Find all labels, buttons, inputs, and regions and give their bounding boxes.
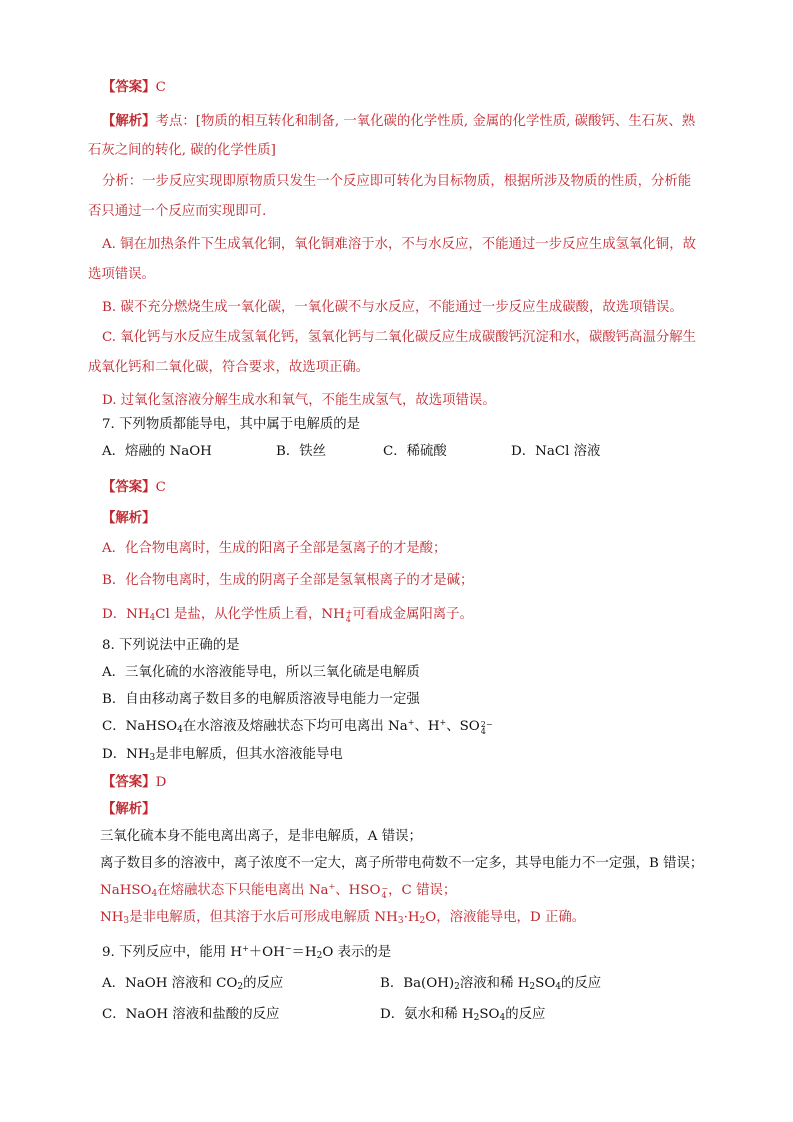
q7-option-d: D．NaCl 溶液 [511,444,601,459]
analysis-text-1: 考点：[物质的相互转化和制备, 一氧化碳的化学性质, 金属的化学性质, 碳酸钙、生石灰、熟 [155,114,696,129]
q8-option-c [102,718,493,736]
text: NaHSO [100,883,152,898]
subscript: 2 [316,951,323,961]
subscript: 2 [237,982,244,992]
q7-option-a: A．熔融的 NaOH [102,444,212,459]
text: 、H [414,719,440,734]
analysis-line-1 [102,112,695,131]
answer-value: D [155,775,167,790]
subscript: 3 [123,916,130,926]
text: 是非电解质，但其溶于水后可形成电解质 NH [129,910,398,925]
q8-explain-2: 离子数目多的溶液中，离子浓度不一定大，离子所带电荷数不一定多，其导电能力不一定强，B 错误； [100,856,704,871]
superscript: + [345,608,353,617]
option-d-line: D. 过氧化氢溶液分解生成水和氧气，不能生成氢气，故选项错误。 [102,393,496,408]
q7-option-b: B．铁丝 [276,444,327,459]
text: O 表示的是 [322,945,392,960]
text: O，溶液能导电，D 正确。 [425,910,586,925]
fenxi-line-2: 否只通过一个反应而实现即可． [88,204,276,219]
text: ＋OH [248,945,285,960]
subscript: 4 [499,1013,506,1023]
q8-option-a: A．三氧化硫的水溶液能导电，所以三氧化硫是电解质 [102,665,420,680]
text: 、HSO [335,883,381,898]
subscript: 2 [473,1013,480,1023]
text: Cl 是盐，从化学性质上看，NH [155,607,345,622]
text: ，C 错误； [388,883,457,898]
superscript: + [242,944,249,953]
text: D．NH [102,747,150,762]
subscript: 4 [149,613,156,623]
text: SO [479,1007,500,1022]
text: 在水溶液及熔融状态下均可电离出 Na [182,719,408,734]
q7-answer-line [102,478,166,497]
text: NH [100,910,124,925]
answer-tag: 【答案】 [102,774,156,790]
q9-option-d [380,1006,545,1024]
option-c-line-2: 成氧化钙和二氧化碳，符合要求，故选项正确。 [88,360,370,375]
text: 的反应 [561,976,602,991]
superscript: − [284,944,292,953]
answer-line-q6 [102,78,166,97]
option-c-line-1: C. 氧化钙与水反应生成氢氧化钙，氢氧化钙与二氧化碳反应生成碳酸钙沉淀和水，碳酸钙高温分解生 [102,330,697,345]
subscript: 3 [397,916,404,926]
option-b-line: B. 碳不充分燃烧生成一氧化碳，一氧化碳不与水反应，不能通过一步反应生成碳酸，故选项错误。 [102,300,683,315]
analysis-tag: 【解析】 [102,113,156,129]
text: SO [535,976,556,991]
q8-answer-line [102,773,166,792]
text: 的反应 [243,976,284,991]
q8-option-d [102,746,343,764]
superscript: 2− [480,720,493,729]
subscript: 4 [177,725,183,735]
q8-option-b: B．自由移动离子数目多的电解质溶液导电能力一定强 [102,692,420,707]
subscript: 3 [149,753,156,763]
text: 可看成金属阳离子。 [352,607,473,622]
text: A．NaOH 溶液和 CO [102,976,238,991]
subscript: 2 [529,982,536,992]
answer-tag: 【答案】 [102,479,156,495]
q8-stem: 8. 下列说法中正确的是 [102,638,240,653]
superscript: + [407,718,415,727]
q7-stem: 7. 下列物质都能导电，其中属于电解质的是 [102,417,361,432]
answer-value: C [155,80,166,95]
q7-option-c: C．稀硫酸 [383,444,447,459]
option-a-line-2: 选项错误。 [88,267,155,282]
subscript: 4 [345,615,351,624]
answer-value: C [155,480,166,495]
subscript: 4 [151,889,158,899]
q8-analysis-tag: 【解析】 [102,801,156,817]
q9-stem [102,944,391,962]
q7-explain-a: A．化合物电离时，生成的阳离子全部是氢离子的才是酸； [102,541,447,556]
q9-option-c: C．NaOH 溶液和盐酸的反应 [102,1007,280,1022]
superscript: + [439,718,447,727]
subscript: 2 [454,982,460,992]
text: 的反应 [505,1007,546,1022]
text: 、SO [446,719,480,734]
text: 是非电解质，但其水溶液能导电 [155,747,343,762]
fenxi-line-1: 分析：一步反应实现即原物质只发生一个反应即可转化为目标物质，根据所涉及物质的性质，分析能 [102,174,692,189]
text: 在熔融状态下只能电离出 Na [157,883,329,898]
subscript: 4 [555,982,562,992]
text: 溶液和稀 H [459,976,530,991]
q8-explain-3 [100,882,456,900]
text: B．Ba(OH) [380,976,455,991]
q7-analysis-tag: 【解析】 [102,510,156,526]
q7-explain-b: B．化合物电离时，生成的阴离子全部是氢氧根离子的才是碱； [102,573,474,588]
analysis-text-2: 石灰之间的转化, 碳的化学性质] [88,143,276,158]
text: ＝H [291,945,317,960]
text: 9. 下列反应中，能用 H [102,945,243,960]
text: D．NH [102,607,150,622]
subscript: 4 [381,891,387,900]
q8-explain-1: 三氧化硫本身不能电离出离子，是非电解质，A 错误； [100,829,422,844]
superscript: − [381,884,389,893]
text: C．NaHSO [102,719,178,734]
superscript: + [328,882,336,891]
q8-explain-4 [100,909,585,927]
text: ·H [403,910,420,925]
answer-tag: 【答案】 [102,79,156,95]
subscript: 4 [480,727,486,736]
subscript: 2 [419,916,426,926]
q9-option-b [380,975,601,993]
option-a-line-1: A. 铜在加热条件下生成氧化铜，氧化铜难溶于水，不与水反应，不能通过一步反应生成氢氧化铜，故 [102,237,696,252]
q9-option-a [102,975,283,993]
text: D．氨水和稀 H [380,1007,474,1022]
q7-explain-d [102,606,473,624]
charge-stack [481,721,493,735]
